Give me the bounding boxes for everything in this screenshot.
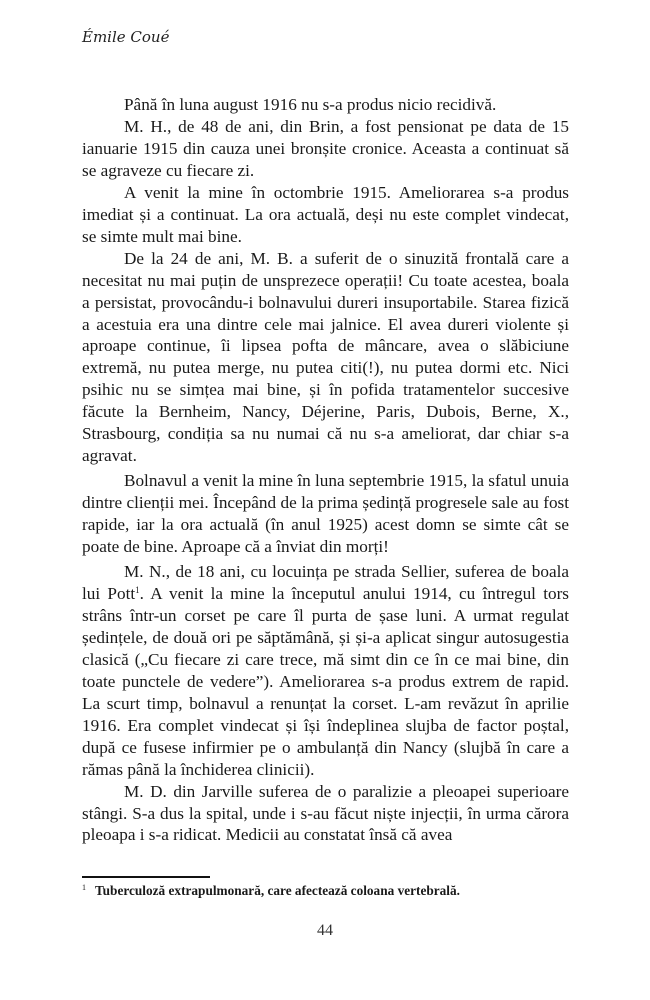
paragraph-text: . A venit la mine la începutul anului 1914, cu întregul tors strâns într-un corset pe care îl purta de șase luni. A urmat regulat ședințele, de două ori pe săptămână, și și-a aplicat singur autosugestia clasică („Cu fiecare zi care trece, mă simt din ce în ce mai bine, din toate punctele de vedere”). Ameliorarea s-a produs extrem de rapid. La scurt timp, bolnavul a renunțat la corset. L-am revăzut în aprilie 1916. Era complet vindecat și își îndeplinea slujba de factor poștal, după ce fusese infirmier pe o ambulanță din Nancy (slujbă în care a rămas până la închiderea clinicii). [82, 583, 569, 779]
running-head-author: Émile Coué [82, 28, 170, 46]
paragraph: Bolnavul a venit la mine în luna septembrie 1915, la sfatul unuia dintre clienții mei. Începând de la prima ședință progresele sale au fost rapide, iar la ora actuală (în anul 1925) acest domn se simte cât se poate de bine. Aproape că a înviat din morți! [82, 471, 569, 557]
page-number: 44 [317, 922, 333, 939]
footnote-reference[interactable]: 1 [135, 584, 140, 595]
footnote-separator [82, 876, 210, 878]
paragraph: De la 24 de ani, M. B. a suferit de o sinuzită frontală care a necesitat nu mai puțin de unsprezece operații! Cu toate acestea, boala a persistat, provocându-i bolnavului dureri insuportabile. Starea fizică a acestuia era una dintre cele mai jalnice. El avea dureri violente și aproape continue, îi lipsea pofta de mâncare, avea o slăbiciune extremă, nu putea merge, nu putea citi(!), nu putea dormi etc. Nici psihic nu se simțea mai bine, și în pofida tratamentelor succesive făcute la Bernheim, Nancy, Déjerine, Paris, Dubois, Berne, X., Strasbourg, condiția sa nu numai că nu s-a ameliorat, dar chiar s-a agravat. [82, 248, 569, 466]
footnote [82, 883, 572, 899]
footnote-text: Tuberculoză extrapulmonară, care afectează coloana vertebrală. [95, 883, 460, 898]
paragraph: A venit la mine în octombrie 1915. Ameliorarea s-a produs imediat și a continuat. La ora actuală, deși nu este complet vindecat, se simte mult mai bine. [82, 182, 569, 246]
body-text [82, 94, 569, 846]
paragraph: Până în luna august 1916 nu s-a produs nicio recidivă. [124, 95, 497, 114]
paragraph: M. D. din Jarville suferea de o paralizie a pleoapei superioare stângi. S-a dus la spital, unde i s-au făcut niște injecții, în urma cărora pleoapa i s-a ridicat. Medicii au constatat însă că avea [82, 781, 569, 845]
paragraph: M. H., de 48 de ani, din Brin, a fost pensionat pe data de 15 ianuarie 1915 din cauza unei bronșite cronice. Aceasta a continuat să se agraveze cu fiecare zi. [82, 116, 569, 180]
paragraph-text: M. N., de 18 ani, cu locuința pe strada Sellier, suferea de boala lui Pott [82, 562, 569, 603]
footnote-number: 1 [82, 883, 86, 892]
paragraph [82, 561, 569, 781]
